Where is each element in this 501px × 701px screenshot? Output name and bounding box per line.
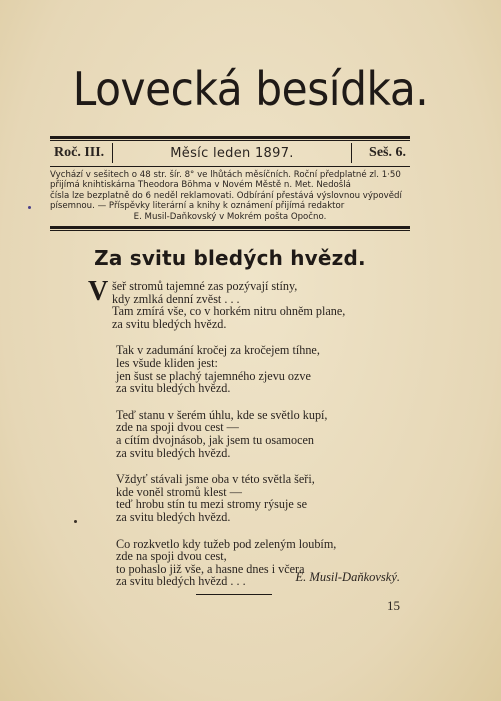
poem-line: les všude kliden jest:: [116, 355, 218, 370]
poem-line: teď hrobu stín tu mezi stromy rýsuje se: [116, 497, 308, 512]
poem-author: E. Musil-Daňkovský.: [295, 570, 400, 584]
issue-number: Seš. 6.: [369, 145, 406, 160]
poem-title: Za svitu bledých hvězd.: [94, 246, 366, 270]
divider: [351, 143, 352, 163]
volume-label: Roč. III.: [54, 145, 105, 160]
info-line: přijímá knihtiskárna Theodora Böhma v Novém Městě n. Met. Nedošlá: [50, 180, 351, 191]
stanza: [88, 409, 418, 459]
poem-line: jen šust se plachý tajemného zjevu ozve: [116, 368, 311, 383]
poem-line: Co rozkvetlo kdy tužeb pod zeleným loubím,: [116, 536, 337, 551]
poem-body: [88, 276, 418, 602]
end-rule: [196, 594, 272, 595]
header-rule-bottom: [50, 226, 410, 229]
info-line: E. Musil-Daňkovský v Mokrém pošta Opočno.: [133, 211, 327, 222]
poem-line: za svitu bledých hvězd.: [116, 381, 231, 396]
masthead-title: Lovecká besídka.: [72, 62, 429, 116]
header-rule-bottom-thin: [50, 230, 410, 231]
info-line: Vychází v sešitech o 48 str. šír. 8° ve lhůtách měsíčních. Roční předplatné zl. 1·50: [50, 170, 401, 180]
poem-line: kde voněl stromů klest —: [116, 484, 242, 499]
publication-info: [50, 170, 410, 222]
stanza: [88, 473, 418, 523]
stanza: [88, 276, 418, 331]
ink-speck: [28, 206, 31, 209]
ink-speck: [74, 520, 77, 523]
divider: [112, 143, 113, 163]
poem-line: to pohaslo již vše, a hasne dnes i včera: [116, 561, 305, 576]
issue-date: Měsíc leden 1897.: [170, 145, 294, 161]
masthead-rule-top-thin: [50, 140, 410, 141]
drop-cap: V: [88, 276, 109, 307]
poem-line: zde na spoji dvou cest —: [116, 420, 239, 435]
poem-line: šeř stromů tajemné zas pozývají stíny,: [112, 279, 298, 293]
issue-bar-rule: [50, 166, 410, 167]
poem-line: kdy zmlká denní zvěst . . .: [112, 291, 240, 306]
poem-line: za svitu bledých hvězd.: [116, 445, 231, 460]
page-number: 15: [387, 598, 400, 613]
info-line: písemnou. — Příspěvky literární a knihy k oznámení přijímá redaktor: [50, 201, 345, 212]
poem-line: zde na spoji dvou cest,: [116, 549, 227, 564]
poem-line: Vždyť stávali jsme oba v této světla šeři,: [116, 472, 315, 487]
issue-bar: [50, 142, 410, 164]
stanza: [88, 344, 418, 394]
info-line: čísla lze bezplatně do 6 neděl reklamovati. Odbírání přestává výslovnou výpovědí: [50, 190, 402, 201]
poem-line: za svitu bledých hvězd . . .: [116, 574, 246, 589]
poem-line: za svitu bledých hvězd.: [112, 316, 227, 331]
poem-line: za svitu bledých hvězd.: [116, 509, 231, 524]
poem-line: Tam zmírá vše, co v horkém nitru ohněm plane,: [112, 304, 346, 319]
poem-line: Teď stanu v šerém úhlu, kde se světlo kupí,: [116, 407, 328, 422]
poem-line: a cítím dvojnásob, jak jsem tu osamocen: [116, 432, 315, 447]
poem-line: Tak v zadumání kročej za kročejem tíhne,: [116, 343, 320, 358]
masthead-rule-top: [50, 136, 410, 139]
